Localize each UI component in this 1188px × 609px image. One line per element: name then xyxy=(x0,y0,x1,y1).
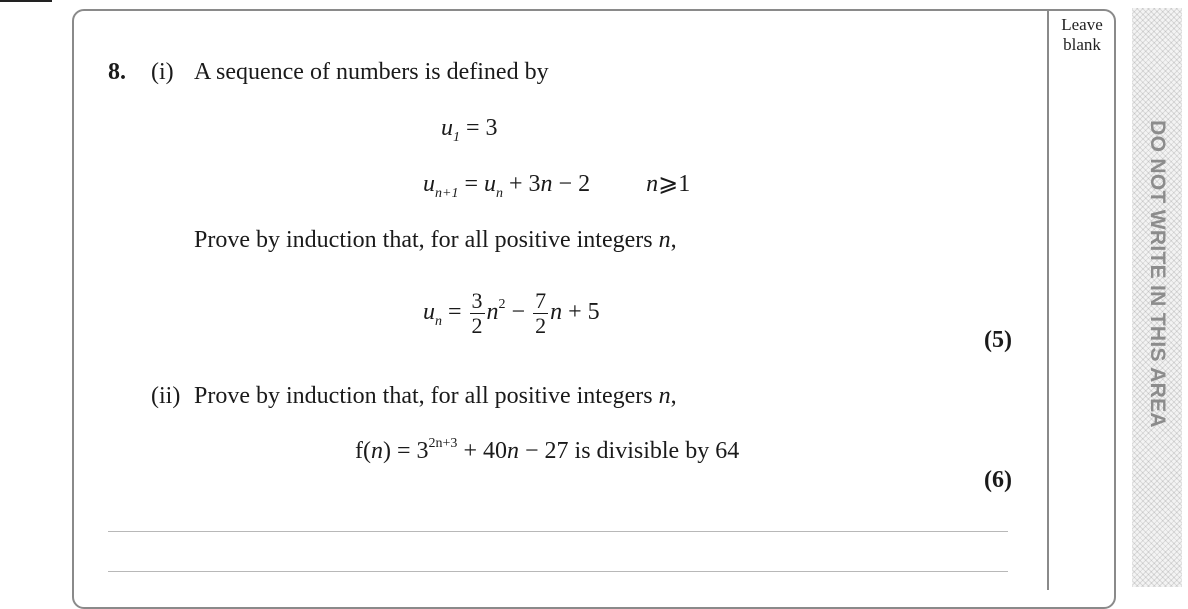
answer-line[interactable] xyxy=(108,571,1008,572)
leave-blank-label: Leave blank xyxy=(1061,15,1103,54)
prove2-text: Prove by induction that, for all positive integers xyxy=(194,383,653,409)
part-i-label: (i) xyxy=(151,59,174,85)
fn-n: n xyxy=(370,438,383,464)
do-not-write-notice: DO NOT WRITE IN THIS AREA xyxy=(1146,120,1169,428)
eq1-var: u xyxy=(441,115,453,141)
fn-plus40: + 40 xyxy=(457,438,507,464)
equation-u1 xyxy=(441,114,498,146)
eq1-rhs: = 3 xyxy=(466,115,498,141)
prove1-text: Prove by induction that, for all positive integers xyxy=(194,227,653,253)
eq3-sub: n xyxy=(435,314,442,329)
part-i-prove-statement xyxy=(194,226,677,254)
part-i-intro: A sequence of numbers is defined by xyxy=(194,59,549,85)
eq3-eq: = xyxy=(448,299,462,325)
fn-n2: n xyxy=(506,438,519,464)
prove2-end: , xyxy=(670,383,677,409)
question-number: 8. xyxy=(108,59,126,85)
eq3-plus5: + 5 xyxy=(568,299,600,325)
fraction-seven-halves: $\frac{7}{2}$ xyxy=(535,287,547,338)
fn-open: f( xyxy=(355,438,371,464)
eq3-var: u xyxy=(423,299,435,325)
answer-line[interactable] xyxy=(108,531,1008,532)
eq3-squared: 2 xyxy=(498,297,506,312)
eq2-var: u xyxy=(423,171,435,197)
margin-divider xyxy=(1047,10,1049,590)
marks-part-i: (5) xyxy=(984,327,1012,353)
equation-target xyxy=(423,284,600,344)
equation-divisibility xyxy=(355,437,739,469)
eq2-cond: ⩾1 xyxy=(658,171,691,197)
eq2-eq: = xyxy=(464,171,478,197)
eq3-n1: n xyxy=(486,299,499,325)
fn-close: ) xyxy=(382,438,391,464)
top-rule xyxy=(0,0,52,2)
fraction-three-halves: $\frac{3}{2}$ xyxy=(471,287,483,338)
fn-eq: = 3 xyxy=(390,438,429,464)
fn-rest: − 27 is divisible by 64 xyxy=(518,438,740,464)
marks-part-ii: (6) xyxy=(984,467,1012,493)
eq2-plus3: + 3 xyxy=(509,171,541,197)
eq1-sub: 1 xyxy=(453,130,460,145)
prove1-var: n xyxy=(658,227,671,253)
eq2-n: n xyxy=(540,171,553,197)
eq2-minus2: − 2 xyxy=(558,171,591,197)
prove1-end: , xyxy=(670,227,677,253)
eq3-minus: − xyxy=(511,299,526,325)
eq2-sub: n+1 xyxy=(435,186,459,201)
prove2-var: n xyxy=(658,383,671,409)
eq2-cond-n: n xyxy=(646,171,659,197)
eq2-un: u xyxy=(484,171,496,197)
eq3-n2: n xyxy=(550,299,563,325)
fn-exponent: 2n+3 xyxy=(428,436,458,451)
eq2-un-sub: n xyxy=(496,186,503,201)
equation-recurrence xyxy=(423,170,690,202)
part-ii-prove-statement xyxy=(194,382,677,410)
part-ii-label: (ii) xyxy=(151,383,181,409)
